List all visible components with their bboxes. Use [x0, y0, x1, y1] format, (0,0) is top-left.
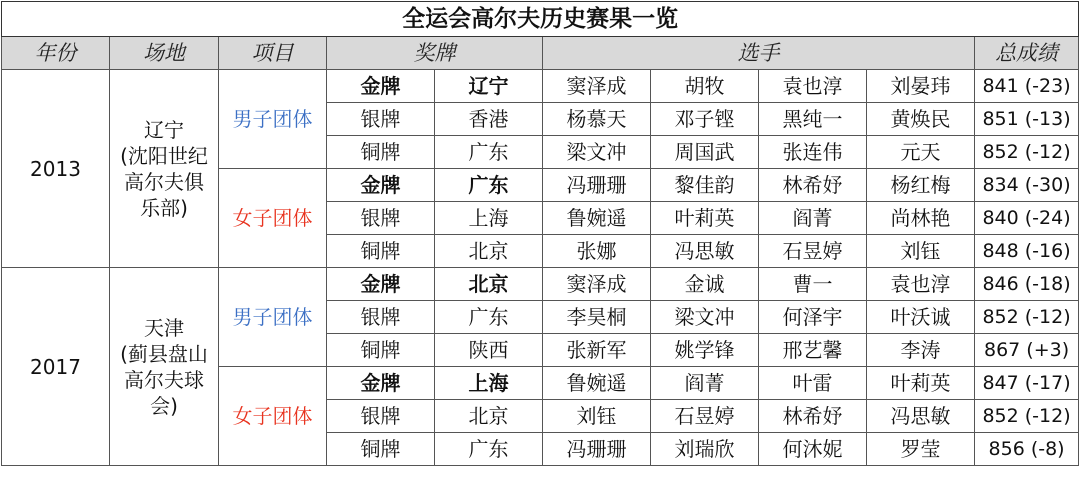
player-cell: 刘钰: [867, 235, 975, 268]
player-cell: 冯思敏: [867, 400, 975, 433]
header-medal: 奖牌: [327, 37, 543, 70]
medal-cell: 铜牌: [327, 433, 435, 466]
event-cell: 男子团体: [219, 268, 327, 367]
player-cell: 袁也淳: [759, 70, 867, 103]
total-cell: 848 (-16): [975, 235, 1079, 268]
player-cell: 何沐妮: [759, 433, 867, 466]
header-total: 总成绩: [975, 37, 1079, 70]
player-cell: 叶莉英: [651, 202, 759, 235]
header-players: 选手: [543, 37, 975, 70]
header-year: 年份: [2, 37, 110, 70]
total-cell: 846 (-18): [975, 268, 1079, 301]
player-cell: 叶莉英: [867, 367, 975, 400]
event-cell: 女子团体: [219, 169, 327, 268]
player-cell: 杨慕天: [543, 103, 651, 136]
player-cell: 元天: [867, 136, 975, 169]
team-cell: 辽宁: [435, 70, 543, 103]
medal-cell: 银牌: [327, 400, 435, 433]
player-cell: 杨红梅: [867, 169, 975, 202]
player-cell: 邢艺馨: [759, 334, 867, 367]
player-cell: 张娜: [543, 235, 651, 268]
medal-cell: 银牌: [327, 301, 435, 334]
team-cell: 广东: [435, 433, 543, 466]
venue-cell: 辽宁 (沈阳世纪 高尔夫俱 乐部): [110, 70, 219, 268]
player-cell: 金诚: [651, 268, 759, 301]
total-cell: 867 (+3): [975, 334, 1079, 367]
player-cell: 尚林艳: [867, 202, 975, 235]
event-cell: 女子团体: [219, 367, 327, 466]
player-cell: 李昊桐: [543, 301, 651, 334]
table-row: [2, 70, 1079, 103]
team-cell: 香港: [435, 103, 543, 136]
total-cell: 834 (-30): [975, 169, 1079, 202]
total-cell: 840 (-24): [975, 202, 1079, 235]
player-cell: 李涛: [867, 334, 975, 367]
player-cell: 叶沃诚: [867, 301, 975, 334]
medal-cell: 金牌: [327, 367, 435, 400]
player-cell: 袁也淳: [867, 268, 975, 301]
player-cell: 张新军: [543, 334, 651, 367]
player-cell: 姚学锋: [651, 334, 759, 367]
total-cell: 856 (-8): [975, 433, 1079, 466]
player-cell: 黄焕民: [867, 103, 975, 136]
year-cell: 2017: [2, 268, 110, 466]
player-cell: 阎菁: [651, 367, 759, 400]
total-cell: 841 (-23): [975, 70, 1079, 103]
team-cell: 北京: [435, 235, 543, 268]
event-cell: 男子团体: [219, 70, 327, 169]
team-cell: 上海: [435, 367, 543, 400]
player-cell: 石昱婷: [759, 235, 867, 268]
team-cell: 北京: [435, 268, 543, 301]
player-cell: 叶雷: [759, 367, 867, 400]
medal-cell: 金牌: [327, 268, 435, 301]
player-cell: 刘钰: [543, 400, 651, 433]
table-title: 全运会高尔夫历史赛果一览: [2, 2, 1079, 37]
player-cell: 林希妤: [759, 169, 867, 202]
team-cell: 上海: [435, 202, 543, 235]
player-cell: 张连伟: [759, 136, 867, 169]
medal-cell: 铜牌: [327, 235, 435, 268]
medal-cell: 银牌: [327, 202, 435, 235]
venue-cell: 天津 (蓟县盘山 高尔夫球 会): [110, 268, 219, 466]
player-cell: 鲁婉遥: [543, 202, 651, 235]
total-cell: 851 (-13): [975, 103, 1079, 136]
team-cell: 广东: [435, 169, 543, 202]
medal-cell: 铜牌: [327, 136, 435, 169]
player-cell: 冯珊珊: [543, 433, 651, 466]
team-cell: 广东: [435, 301, 543, 334]
medal-cell: 金牌: [327, 70, 435, 103]
total-cell: 852 (-12): [975, 301, 1079, 334]
player-cell: 冯珊珊: [543, 169, 651, 202]
team-cell: 北京: [435, 400, 543, 433]
header-event: 项目: [219, 37, 327, 70]
header-row: [2, 37, 1079, 70]
player-cell: 邓子铿: [651, 103, 759, 136]
player-cell: 阎菁: [759, 202, 867, 235]
player-cell: 林希妤: [759, 400, 867, 433]
player-cell: 何泽宇: [759, 301, 867, 334]
player-cell: 窦泽成: [543, 70, 651, 103]
team-cell: 陕西: [435, 334, 543, 367]
total-cell: 852 (-12): [975, 136, 1079, 169]
player-cell: 罗莹: [867, 433, 975, 466]
player-cell: 鲁婉遥: [543, 367, 651, 400]
header-venue: 场地: [110, 37, 219, 70]
team-cell: 广东: [435, 136, 543, 169]
player-cell: 曹一: [759, 268, 867, 301]
total-cell: 852 (-12): [975, 400, 1079, 433]
player-cell: 梁文冲: [543, 136, 651, 169]
player-cell: 胡牧: [651, 70, 759, 103]
results-table: [1, 1, 1079, 466]
total-cell: 847 (-17): [975, 367, 1079, 400]
player-cell: 梁文冲: [651, 301, 759, 334]
player-cell: 刘瑞欣: [651, 433, 759, 466]
player-cell: 冯思敏: [651, 235, 759, 268]
player-cell: 窦泽成: [543, 268, 651, 301]
title-row: [2, 2, 1079, 37]
medal-cell: 金牌: [327, 169, 435, 202]
table-body: [2, 2, 1079, 466]
player-cell: 黎佳韵: [651, 169, 759, 202]
medal-cell: 银牌: [327, 103, 435, 136]
table-row: [2, 268, 1079, 301]
year-cell: 2013: [2, 70, 110, 268]
player-cell: 刘晏玮: [867, 70, 975, 103]
player-cell: 黑纯一: [759, 103, 867, 136]
player-cell: 周国武: [651, 136, 759, 169]
medal-cell: 铜牌: [327, 334, 435, 367]
player-cell: 石昱婷: [651, 400, 759, 433]
